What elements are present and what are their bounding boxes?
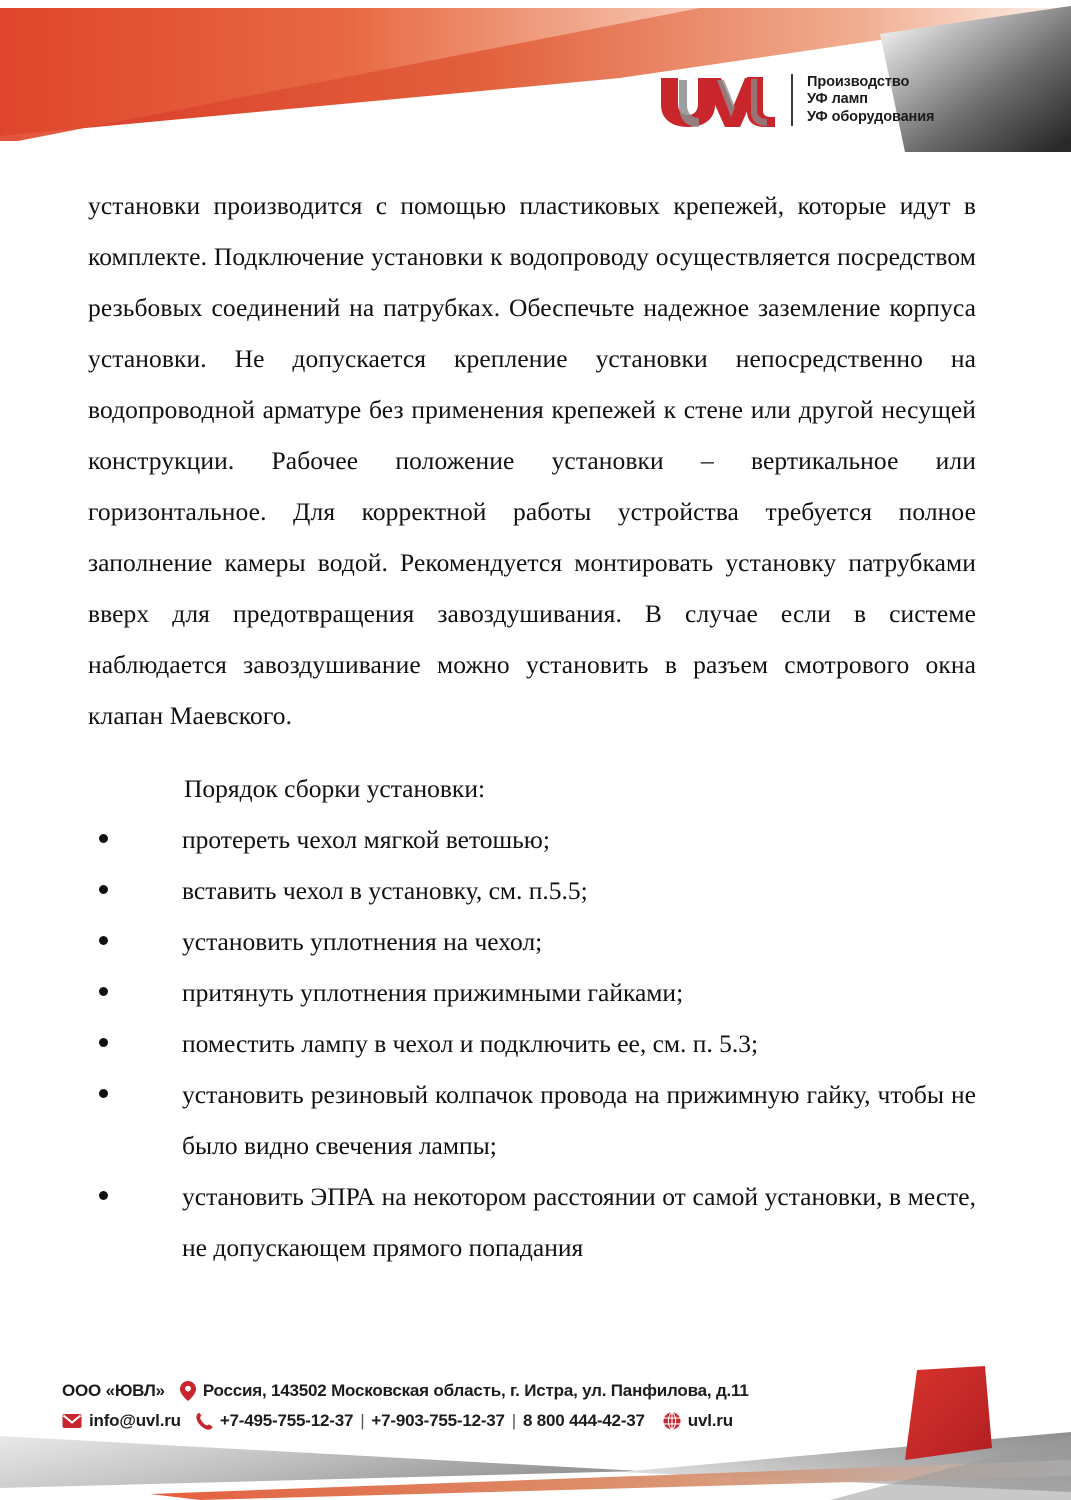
tagline-line-3: УФ оборудования xyxy=(807,108,935,125)
tagline-line-2: УФ ламп xyxy=(807,91,868,108)
list-item-label: вставить чехол в установку, см. п.5.5; xyxy=(182,876,588,905)
page-content xyxy=(88,180,976,1273)
list-item-label: установить ЭПРА на некотором расстоянии от самой установки, в месте, не допускающем прямого попадания xyxy=(182,1182,976,1262)
bullet-dot-icon xyxy=(99,1191,108,1200)
phone-separator-1: | xyxy=(360,1411,365,1430)
list-item-label: протереть чехол мягкой ветошью; xyxy=(182,825,550,854)
list-item-label: притянуть уплотнения прижимными гайками; xyxy=(182,978,684,1007)
list-item-label: поместить лампу в чехол и подключить ее, см. п. 5.3; xyxy=(182,1029,759,1058)
website-url[interactable]: uvl.ru xyxy=(687,1411,733,1430)
phone-icon xyxy=(196,1412,213,1430)
bullet-dot-icon xyxy=(99,1038,108,1047)
footer-line-address xyxy=(62,1376,749,1406)
bullet-dot-icon xyxy=(99,936,108,945)
globe-icon xyxy=(663,1412,681,1430)
footer-line-contacts xyxy=(62,1406,749,1436)
list-item xyxy=(88,1069,976,1171)
logo-tagline xyxy=(807,74,934,127)
list-item xyxy=(88,1018,976,1069)
bullet-dot-icon xyxy=(99,834,108,843)
list-item xyxy=(88,814,976,865)
assembly-steps-list xyxy=(88,814,976,1273)
list-item xyxy=(88,865,976,916)
list-item xyxy=(88,967,976,1018)
tagline-line-1: Производство xyxy=(807,73,910,90)
assembly-order-heading: Порядок сборки установки: xyxy=(184,774,486,803)
bullet-dot-icon xyxy=(99,885,108,894)
brand-logo xyxy=(655,72,934,128)
list-item-label: установить уплотнения на чехол; xyxy=(182,927,543,956)
email-address[interactable]: info@uvl.ru xyxy=(89,1411,181,1430)
list-item xyxy=(88,916,976,967)
company-address: Россия, 143502 Московская область, г. Истра, ул. Панфилова, д.11 xyxy=(202,1381,749,1400)
body-paragraph-1: установки производится с помощью пластиковых крепежей, которые идут в комплекте. Подключение установки к водопроводу осуществляется посредством резьбовых соединений на патрубках. Обеспечьте надежное заземление корпуса установки. Не допускается крепление установки непосредственно на водопроводной арматуре без применения крепежей к стене или другой несущей конструкции. Рабочее положение установки – вертикальное или горизонтальное. Для корректной работы устройства требуется полное заполнение камеры водой. Рекомендуется монтировать установку патрубками вверх для предотвращения завоздушивания. В случае если в системе наблюдается завоздушивание можно установить в разъем смотрового окна клапан Маевского. xyxy=(88,191,976,730)
list-item xyxy=(88,1171,976,1273)
phone-number-2[interactable]: +7-903-755-12-37 xyxy=(371,1411,505,1430)
list-item-label: установить резиновый колпачок провода на прижимную гайку, чтобы не было видно свечения лампы; xyxy=(182,1080,976,1160)
page-footer xyxy=(0,1364,1071,1500)
phone-separator-2: | xyxy=(511,1411,517,1430)
phone-number-3[interactable]: 8 800 444-42-37 xyxy=(523,1411,645,1430)
logo-divider xyxy=(791,74,793,126)
company-name: ООО «ЮВЛ» xyxy=(62,1381,165,1400)
map-pin-icon xyxy=(180,1381,196,1401)
phone-number-1[interactable]: +7-495-755-12-37 xyxy=(219,1411,354,1430)
page-number-badge: 7 xyxy=(1002,1400,1018,1425)
footer-contact-info xyxy=(62,1376,749,1436)
bullet-dot-icon xyxy=(99,987,108,996)
bullet-dot-icon xyxy=(99,1089,108,1098)
header-banner xyxy=(0,0,1071,152)
uvl-logo-icon xyxy=(655,72,777,128)
envelope-icon xyxy=(62,1413,82,1429)
